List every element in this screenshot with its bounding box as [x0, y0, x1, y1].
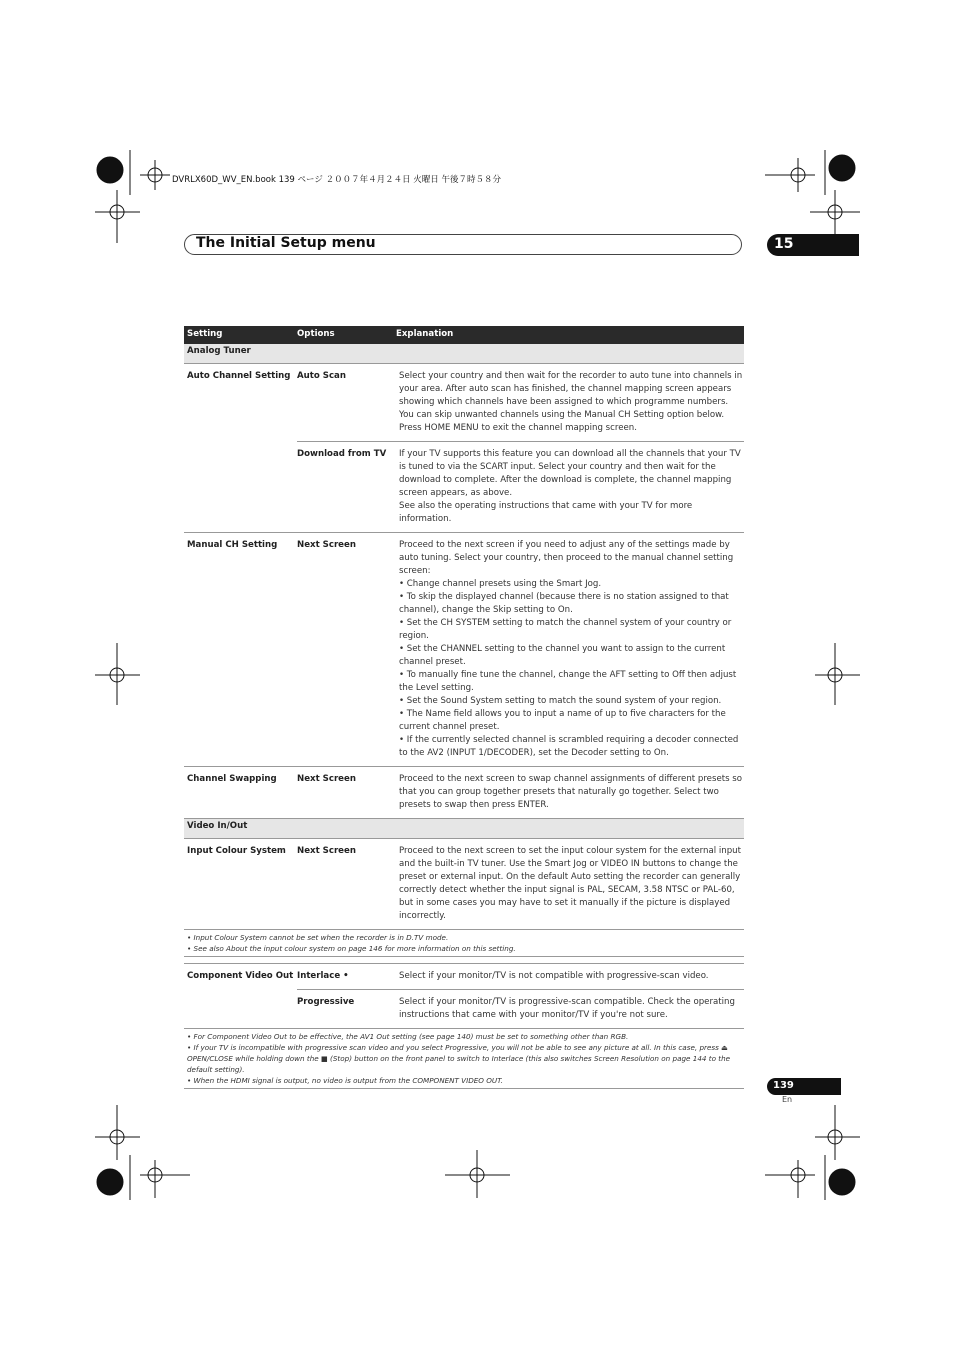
section-analog-tuner: Analog Tuner [184, 344, 744, 364]
table-header [184, 326, 744, 344]
note-item: • See also About the input colour system on page 146 for more information on this setting. [187, 944, 516, 953]
settings-table [184, 326, 744, 1089]
explanation: Proceed to the next screen to set the input colour system for the external input and the built-in TV tuner. Use the Smart Jog or VIDEO IN buttons to change the preset or external input. On the default Auto setting the recorder can generally correctly detect whether the input signal is PAL, SECAM, 3.58 NTSC or PAL-60, but in some cases you may have to set it manually if the picture is displayed incorrectly. [399, 846, 741, 921]
option-name: Download from TV [297, 449, 387, 459]
explanation: Proceed to the next screen to swap channel assignments of different presets so that you can group together presets that naturally go together. Select two presets to swap then press ENTER. [399, 774, 743, 810]
list-item: • Set the CHANNEL setting to the channel you want to assign to the current channel preset. [399, 644, 726, 667]
list-item: • Change channel presets using the Smart Jog. [399, 579, 602, 589]
table-row [184, 364, 744, 533]
note-item: • For Component Video Out to be effective, the AV1 Out setting (see page 140) must be set to something other than RGB. [187, 1032, 629, 1041]
list-item: • Set the CH SYSTEM setting to match the channel system of your country or region. [399, 618, 732, 641]
notes-component [184, 1028, 744, 1089]
list-item: • If the currently selected channel is scrambled requiring a decoder connected to the AV2 (INPUT 1/DECODER), set the Decoder setting to On. [399, 735, 739, 758]
option-name: Next Screen [297, 846, 356, 856]
option-name: Progressive [297, 997, 355, 1007]
note-item: • If your TV is incompatible with progressive scan video and you select Progressive, you will not be able to see any picture at all. In this case, press ⏏ OPEN/CLOSE while holding down the ■ (Stop) button on the front panel to switch to Interlace (this also switches Screen Resolution on page 144 to the default setting). [187, 1043, 731, 1074]
print-header: DVRLX60D_WV_EN.book 139 ページ ２００７年４月２４日 火曜日 午後７時５８分 [172, 175, 501, 185]
list-item: • Set the Sound System setting to match the sound system of your region. [399, 696, 722, 706]
option-name: Next Screen [297, 774, 356, 784]
table-row [184, 963, 744, 1028]
option-name: Auto Scan [297, 371, 346, 381]
explanation: If your TV supports this feature you can download all the channels that your TV is tuned to via the SCART input. Select your country and then wait for the download to complete. After the download is complete, the channel mapping screen appears, as above. See also the operating instructions that came with your TV for more information. [399, 449, 741, 524]
notes-input-colour [184, 929, 744, 957]
header-explanation: Explanation [396, 329, 454, 339]
list-item: • To manually fine tune the channel, change the AFT setting to Off then adjust the Level setting. [399, 670, 737, 693]
list-item: • To skip the displayed channel (because there is no station assigned to that channel), change the Skip setting to On. [399, 592, 729, 615]
explanation: Proceed to the next screen if you need to adjust any of the settings made by auto tuning. Select your country, then proceed to the manual channel setting screen: • Change channel presets using the Smart Jog. • To skip the displayed channel (because there is no station assigned to that channel), change the Skip setting to On. • Set the CH SYSTEM setting to match the channel system of your country or region. • Set the CHANNEL setting to the channel you want to assign to the current channel preset. • To manually fine tune the channel, change the AFT setting to Off then adjust the Level setting. • Set the Sound System setting to match the sound system of your region. • The Name field allows you to input a name of up to five characters for the current channel preset. • If the currently selected channel is scrambled requiring a decoder connected to the AV2 (INPUT 1/DECODER), set the Decoder setting to On. [396, 533, 744, 766]
option-name: Interlace • [297, 971, 349, 981]
chapter-number: 15 [774, 236, 794, 252]
page-language: En [782, 1095, 793, 1104]
table-row [184, 533, 744, 767]
table-row [184, 839, 744, 929]
page-number: 139 [773, 1080, 794, 1091]
setting-name: Auto Channel Setting [187, 371, 291, 381]
setting-name: Channel Swapping [187, 774, 277, 784]
explanation: Select if your monitor/TV is progressive-scan compatible. Check the operating instructions that came with your monitor/TV if you're not sure. [399, 997, 735, 1020]
setting-name: Manual CH Setting [187, 540, 278, 550]
header-options: Options [297, 329, 335, 339]
option-name: Next Screen [297, 540, 356, 550]
header-setting: Setting [187, 329, 223, 339]
setting-name: Input Colour System [187, 846, 286, 856]
explanation: Select if your monitor/TV is not compatible with progressive-scan video. [399, 971, 709, 981]
table-row [184, 767, 744, 819]
note-item: • Input Colour System cannot be set when the recorder is in D.TV mode. [187, 933, 449, 942]
explanation: Select your country and then wait for the recorder to auto tune into channels in your area. After auto scan has finished, the channel mapping screen appears showing which channels have been assigned to which programme numbers. You can skip unwanted channels using the Manual CH Setting option below. Press HOME MENU to exit the channel mapping screen. [399, 371, 743, 433]
list-item: • The Name field allows you to input a name of up to five characters for the current channel preset. [399, 709, 726, 732]
page-title: The Initial Setup menu [196, 235, 376, 251]
section-video-in-out: Video In/Out [184, 819, 744, 839]
note-item: • When the HDMI signal is output, no video is output from the COMPONENT VIDEO OUT. [187, 1076, 503, 1085]
setting-name: Component Video Out [187, 971, 294, 981]
